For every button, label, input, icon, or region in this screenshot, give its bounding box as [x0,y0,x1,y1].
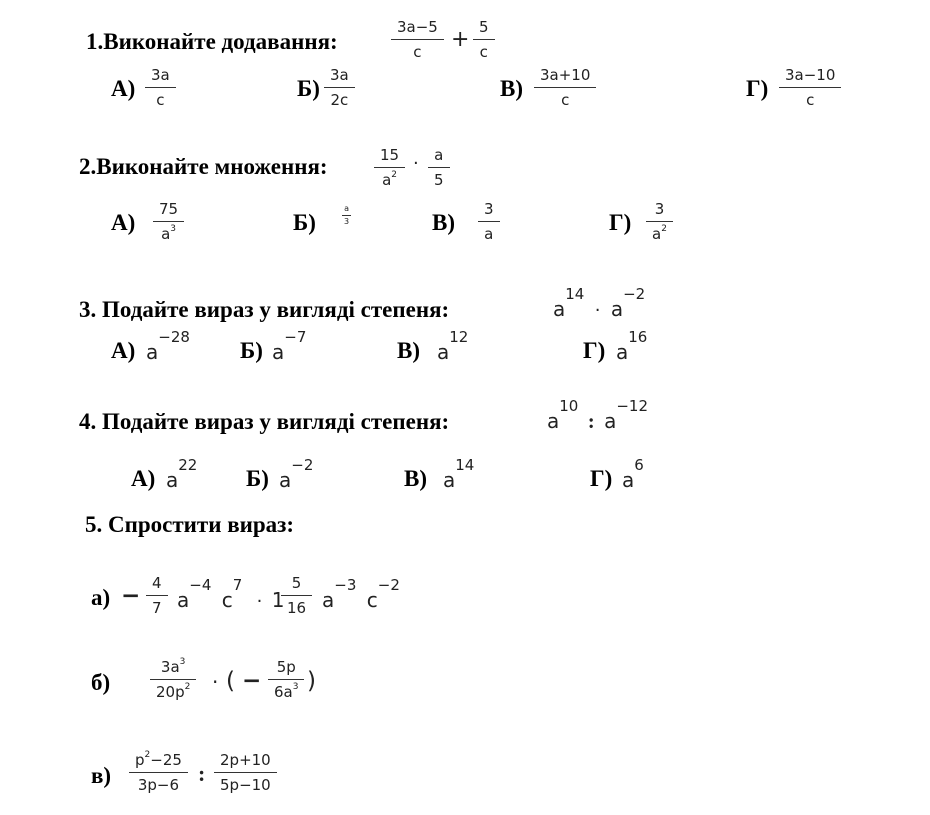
q3-option-b-label: Б) [240,338,263,363]
q2-fraction-1: 15 $a^2$ [374,148,405,188]
q3-option-a-label: А) [111,338,136,363]
q5a-term-2: $a^{-3}$ $c^{-2}$ [322,576,400,612]
q4-option-a-value: $a^{22}$ [166,456,198,492]
q1-option-g-label: Г) [746,76,769,101]
q5a-minus-sign: − [121,583,141,609]
q1-option-g-fraction: 3a−10 c [779,68,841,108]
q1-fraction-1: 3a−5 c [391,20,444,60]
q4-option-g-value: $a^6$ [622,456,644,492]
q5c-label: в) [91,763,112,788]
q2-option-a-fraction: 75 $a^3$ [153,202,184,242]
q4-option-v-value: $a^{14}$ [443,456,475,492]
q2-option-b-fraction: a 3 [344,204,350,226]
q5a-mixed-fraction: 5 16 [281,576,312,616]
q5a-fraction: 4 7 [146,576,168,616]
q5c-divide-sign: : [198,761,206,786]
q1-fraction-2: 5 c [473,20,495,60]
q1-option-b-label: Б) [297,76,320,101]
q2-option-v-fraction: 3 a [478,202,500,242]
q1-option-b-fraction: 3a 2c [324,68,355,108]
q2-option-g-label: Г) [609,210,632,235]
q1-plus-sign: + [451,27,470,52]
q1-option-v-fraction: 3a+10 c [534,68,596,108]
q5b-dot-sign: · [212,670,219,694]
q5b-close-paren: ) [307,668,316,694]
q1-option-a-label: А) [111,76,136,101]
q5b-minus-sign: − [242,668,262,694]
q2-dot-sign: · [413,153,419,174]
q5c-fraction-1: $p^2-25$ 3p−6 [129,753,188,793]
question-1-title: 1.Виконайте додавання: [86,29,338,54]
question-3-title: 3. Подайте вираз у вигляді степеня: [79,297,450,322]
q4-option-a-label: А) [131,466,156,491]
q2-option-a-label: А) [111,210,136,235]
q3-option-g-value: $a^{16}$ [616,328,648,364]
q3-option-v-value: $a^{12}$ [437,328,469,364]
q3-option-g-label: Г) [583,338,606,363]
q4-option-b-label: Б) [246,466,269,491]
q4-expression: $a^{10}$ : $a^{-12}$ [547,397,648,433]
q4-option-g-label: Г) [590,466,613,491]
q3-option-b-value: $a^{-7}$ [272,328,307,364]
q3-option-v-label: В) [397,338,420,363]
q2-option-g-fraction: 3 $a^2$ [646,202,673,242]
q5a-term-1: $a^{-4}$ $c^7 \cdot 1$ [177,576,285,612]
q4-option-v-label: В) [404,466,427,491]
question-5-title: 5. Спростити вираз: [85,512,295,537]
q5c-fraction-2: 2p+10 5p−10 [214,753,277,793]
q2-option-b-label: Б) [293,210,316,235]
q2-fraction-2: a 5 [428,148,450,188]
q5b-fraction-2: 5p $6a^3$ [268,660,304,700]
q1-option-a-fraction: 3a c [145,68,176,108]
q2-option-v-label: В) [432,210,455,235]
q1-option-v-label: В) [500,76,523,101]
q5a-label: а) [91,585,111,610]
q5b-fraction-1: $3a^3$ $20p^2$ [150,660,196,700]
q3-option-a-value: $a^{-28}$ [146,328,190,364]
q5b-open-paren: ( [226,668,235,694]
q5b-label: б) [91,670,111,695]
question-2-title: 2.Виконайте множення: [79,154,328,179]
question-4-title: 4. Подайте вираз у вигляді степеня: [79,409,450,434]
q3-expression: $a^{14} \cdot a^{-2}$ [553,285,646,321]
q4-option-b-value: $a^{-2}$ [279,456,314,492]
